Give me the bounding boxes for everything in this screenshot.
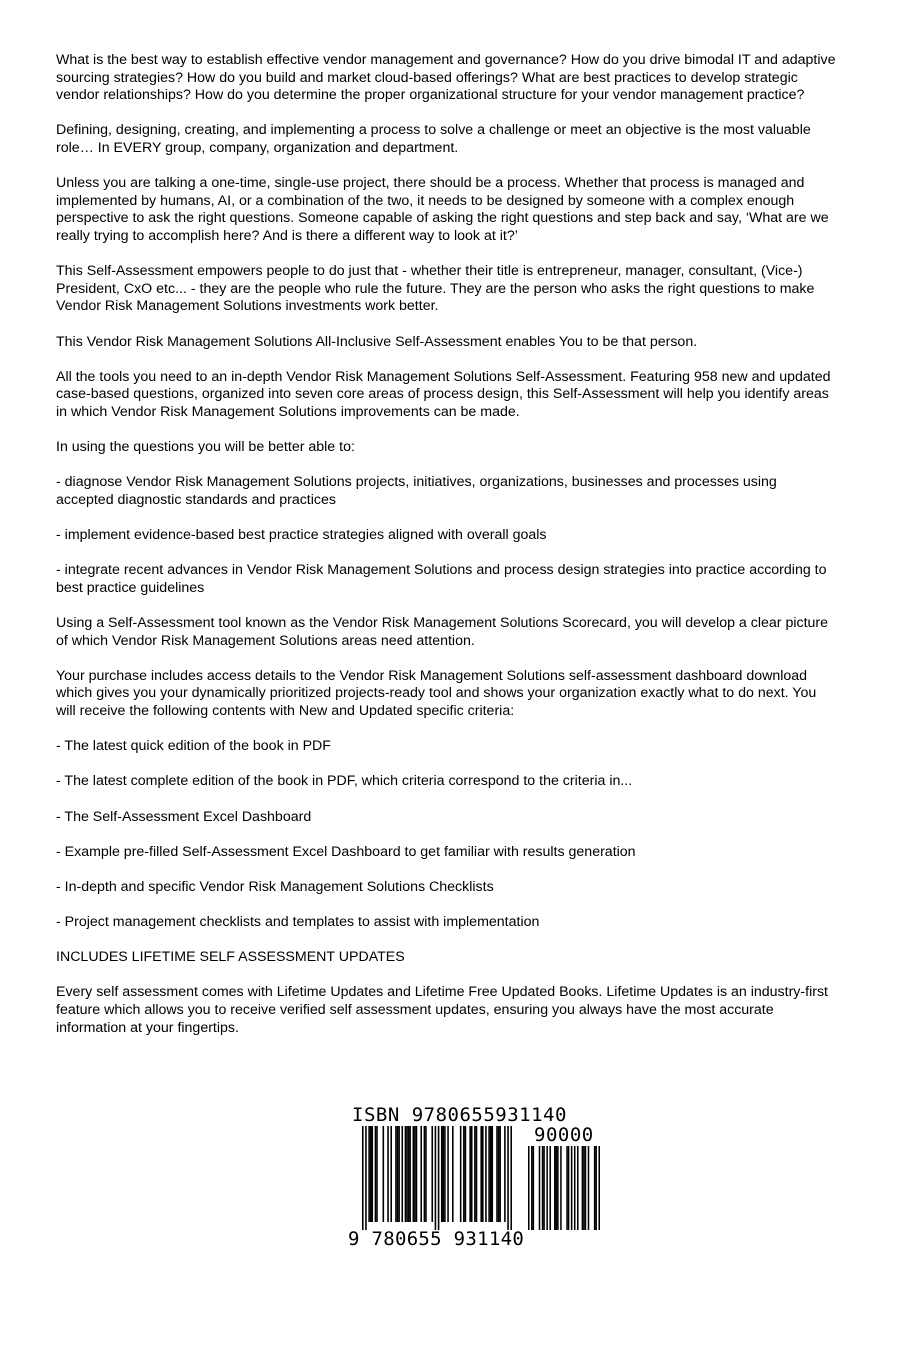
addon-bar bbox=[588, 1146, 590, 1230]
list-item-implement: - implement evidence-based best practice strategies aligned with overall goals bbox=[56, 527, 547, 544]
ean-bar bbox=[465, 1126, 467, 1222]
ean-bar bbox=[401, 1126, 403, 1222]
paragraph-scorecard: Using a Self-Assessment tool known as the Vendor Risk Management Solutions Scorecard, you will develop a clear picture of which Vendor Risk Management Solutions areas need attention. bbox=[56, 615, 829, 649]
ean-bar bbox=[371, 1126, 373, 1222]
addon-bar bbox=[528, 1146, 530, 1230]
addon-bar bbox=[546, 1146, 548, 1230]
ean-bar bbox=[490, 1126, 492, 1222]
ean-bar bbox=[485, 1126, 487, 1222]
addon-bar bbox=[594, 1146, 596, 1230]
ean-bar bbox=[441, 1126, 443, 1222]
paragraph-using-questions: In using the questions you will be better able to: bbox=[56, 439, 355, 456]
ean-bar bbox=[420, 1126, 422, 1222]
price-code-digits: 90000 bbox=[534, 1124, 594, 1146]
ean-bar bbox=[498, 1126, 500, 1222]
addon-bar bbox=[557, 1146, 559, 1230]
ean-barcode-bars bbox=[362, 1126, 522, 1230]
ean-bar bbox=[435, 1126, 437, 1230]
list-item-quick-edition: - The latest quick edition of the book in PDF bbox=[56, 738, 331, 755]
paragraph-lifetime-updates: Every self assessment comes with Lifetime Updates and Lifetime Free Updated Books. Lifetime Updates is an industry-first feature which allows you to receive verified self assessment updates, ensuring you always have the most accurate information at your fingertips. bbox=[56, 984, 828, 1036]
ean-bar bbox=[376, 1126, 378, 1222]
ean-bar bbox=[474, 1126, 476, 1222]
addon-bar bbox=[585, 1146, 587, 1230]
addon-bar bbox=[549, 1146, 551, 1230]
addon-bar bbox=[574, 1146, 576, 1230]
ean-bar bbox=[416, 1126, 418, 1222]
ean-bar bbox=[496, 1126, 498, 1222]
ean-bar bbox=[413, 1126, 415, 1222]
isbn-label: ISBN 9780655931140 bbox=[352, 1104, 567, 1126]
ean-bar bbox=[488, 1126, 490, 1222]
ean-bar bbox=[362, 1126, 364, 1230]
addon-bar bbox=[598, 1146, 600, 1230]
ean-bar bbox=[471, 1126, 473, 1222]
ean-bar bbox=[482, 1126, 484, 1222]
list-item-checklists: - In-depth and specific Vendor Risk Management Solutions Checklists bbox=[56, 878, 494, 895]
list-item-diagnose: - diagnose Vendor Risk Management Solutions projects, initiatives, organizations, businesses and processes using accepted diagnostic standards and practices bbox=[56, 474, 777, 508]
back-cover-text bbox=[56, 52, 836, 1055]
ean-bar bbox=[395, 1126, 397, 1222]
ean-bar bbox=[409, 1126, 411, 1222]
paragraph-enables: This Vendor Risk Management Solutions All-Inclusive Self-Assessment enables You to be that person. bbox=[56, 333, 698, 350]
list-item-complete-edition: - The latest complete edition of the book in PDF, which criteria correspond to the criteria in... bbox=[56, 773, 633, 790]
ean-bar bbox=[408, 1126, 410, 1222]
list-item-project-checklists: - Project management checklists and templates to assist with implementation bbox=[56, 914, 540, 931]
ean-bar bbox=[390, 1126, 392, 1222]
ean-bar bbox=[444, 1126, 446, 1222]
addon-barcode-bars bbox=[528, 1146, 600, 1230]
ean-bar bbox=[398, 1126, 400, 1222]
addon-bar bbox=[539, 1146, 541, 1230]
ean-bar bbox=[406, 1126, 408, 1222]
ean-bar bbox=[504, 1126, 506, 1222]
ean-bar bbox=[424, 1126, 426, 1222]
ean-bar bbox=[431, 1126, 433, 1222]
paragraph-process-design: Unless you are talking a one-time, single-use project, there should be a process. Whether that process is managed and implemented by humans, AI, or a combination of the two, it needs to be designed by someone with a complex enough perspective to ask the right questions. Someone capable of asking the right questions and step back and say, ‘What are we really trying to accomplish here? And is there a different way to look at it?’ bbox=[56, 175, 829, 244]
paragraph-intro-questions: What is the best way to establish effective vendor management and governance? How do you drive bimodal IT and adaptive sourcing strategies? How do you build and market cloud-based offerings? What are best practices to develop strategic vendor relationships? How do you determine the proper organizational structure for your vendor management practice? bbox=[56, 52, 836, 104]
ean-bar bbox=[414, 1126, 416, 1222]
addon-bar bbox=[583, 1146, 585, 1230]
ean-bar bbox=[452, 1126, 454, 1222]
addon-bar bbox=[556, 1146, 558, 1230]
addon-bar bbox=[571, 1146, 573, 1230]
paragraph-tools: All the tools you need to an in-depth Vendor Risk Management Solutions Self-Assessment. Featuring 958 new and updated case-based questions, organized into seven core areas of process design, this Self-Assessment will help you identify areas in which Vendor Risk Management Solutions improvements can be made. bbox=[56, 368, 831, 420]
ean-bar bbox=[447, 1126, 449, 1222]
addon-bar bbox=[554, 1146, 556, 1230]
ean-bar bbox=[469, 1126, 471, 1222]
ean-bar bbox=[368, 1126, 370, 1222]
ean-bar bbox=[365, 1126, 367, 1230]
paragraph-purchase: Your purchase includes access details to the Vendor Risk Management Solutions self-assessment dashboard download which gives you your dynamically prioritized projects-ready tool and shows your organization exactly what to do next. You will receive the following contents with New and Updated specific criteria: bbox=[56, 667, 817, 719]
addon-bar bbox=[595, 1146, 597, 1230]
addon-bar bbox=[566, 1146, 568, 1230]
ean-bar bbox=[480, 1126, 482, 1222]
ean-bar bbox=[499, 1126, 501, 1222]
addon-bar bbox=[543, 1146, 545, 1230]
ean-bar bbox=[460, 1126, 462, 1222]
ean-bar bbox=[507, 1126, 509, 1230]
ean-bar bbox=[463, 1126, 465, 1222]
addon-bar bbox=[531, 1146, 533, 1230]
ean-bar bbox=[405, 1126, 407, 1222]
ean-bar bbox=[383, 1126, 385, 1222]
addon-bar bbox=[533, 1146, 535, 1230]
list-item-integrate: - integrate recent advances in Vendor Risk Management Solutions and process design strategies into practice according to best practice guidelines bbox=[56, 562, 827, 596]
ean-bar bbox=[425, 1126, 427, 1222]
ean-bar bbox=[476, 1126, 478, 1222]
addon-bar bbox=[542, 1146, 544, 1230]
list-item-example-dashboard: - Example pre-filled Self-Assessment Excel Dashboard to get familiar with results generation bbox=[56, 843, 636, 860]
addon-bar bbox=[582, 1146, 584, 1230]
addon-bar bbox=[577, 1146, 579, 1230]
isbn-barcode bbox=[348, 1104, 608, 1254]
addon-bar bbox=[568, 1146, 570, 1230]
list-item-excel-dashboard: - The Self-Assessment Excel Dashboard bbox=[56, 808, 312, 825]
ean-bar bbox=[375, 1126, 377, 1222]
ean-bar bbox=[387, 1126, 389, 1222]
ean-bar bbox=[510, 1126, 512, 1230]
paragraph-empowers: This Self-Assessment empowers people to do just that - whether their title is entrepreneur, manager, consultant, (Vice-) President, CxO etc... - they are the people who rule the future. They are the person who asks the right questions to make Vendor Risk Management Solutions investments work better. bbox=[56, 263, 815, 315]
paragraph-process-role: Defining, designing, creating, and implementing a process to solve a challenge or meet an objective is the most valuable role… In EVERY group, company, organization and department. bbox=[56, 122, 811, 156]
ean-bar bbox=[370, 1126, 372, 1222]
heading-lifetime-updates: INCLUDES LIFETIME SELF ASSESSMENT UPDATES bbox=[56, 949, 405, 966]
ean-bar bbox=[491, 1126, 493, 1222]
ean-bar bbox=[443, 1126, 445, 1222]
ean-bar bbox=[397, 1126, 399, 1222]
addon-bar bbox=[560, 1146, 562, 1230]
ean-bar bbox=[438, 1126, 440, 1230]
ean-digits: 9 780655 931140 bbox=[348, 1228, 525, 1250]
